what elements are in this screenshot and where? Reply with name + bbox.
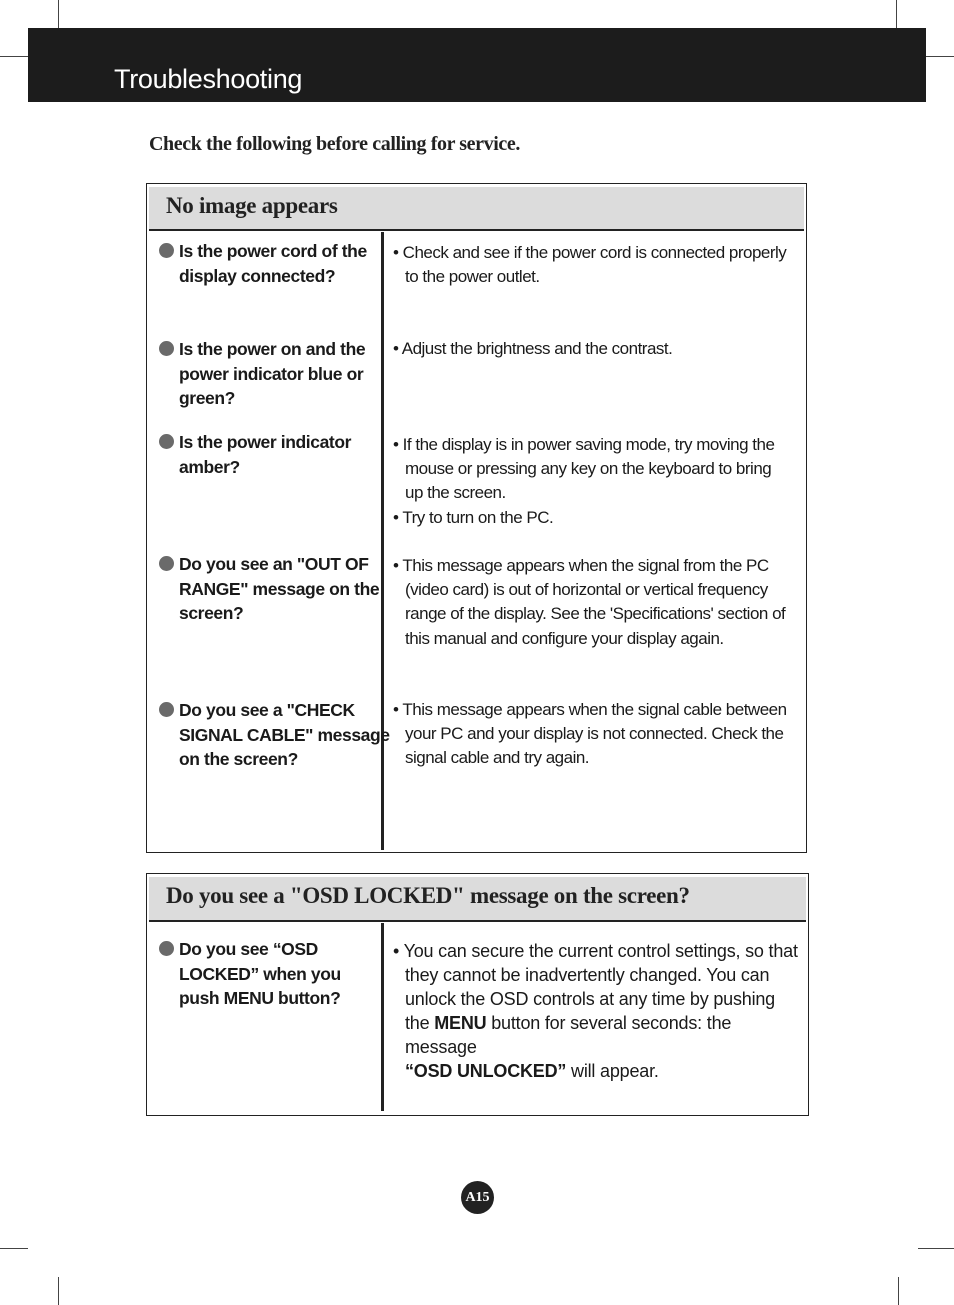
column-divider xyxy=(381,923,384,1111)
intro-text: Check the following before calling for service. xyxy=(149,133,520,155)
answer-check-signal: • This message appears when the signal cable between your PC and your display is not connected. Check the signal cable and try again. xyxy=(393,700,787,768)
section-title: Do you see a "OSD LOCKED" message on the screen? xyxy=(166,883,690,908)
page-title: Troubleshooting xyxy=(114,64,303,94)
crop-mark xyxy=(0,56,28,57)
crop-mark xyxy=(58,1277,59,1305)
bullet-icon xyxy=(159,243,174,258)
question-out-of-range: Do you see an "OUT OF RANGE" message on the screen? xyxy=(155,552,411,626)
question-power-amber: Is the power indicator amber? xyxy=(155,430,411,479)
bullet-icon xyxy=(159,941,174,956)
page-number-badge: A15 xyxy=(461,1181,494,1214)
answer-power-on: • Adjust the brightness and the contrast. xyxy=(393,339,673,358)
question-power-cord: Is the power cord of the display connected? xyxy=(155,239,411,288)
bullet-icon xyxy=(159,702,174,717)
crop-mark xyxy=(918,1248,954,1249)
bullet-icon xyxy=(159,341,174,356)
answer-power-cord: • Check and see if the power cord is connected properly to the power outlet. xyxy=(393,243,787,287)
answer-out-of-range: • This message appears when the signal from the PC (video card) is out of horizontal or vertical frequency range of the display. See the 'Specifications' section of this manual and configure your display again. xyxy=(393,556,786,648)
question-check-signal: Do you see a "CHECK SIGNAL CABLE" message on the screen? xyxy=(155,698,411,772)
crop-mark xyxy=(0,1248,28,1249)
crop-mark xyxy=(896,0,897,28)
menu-keyword: MENU xyxy=(434,1013,487,1033)
question-power-on: Is the power on and the power indicator blue or green? xyxy=(155,337,411,411)
bullet-icon xyxy=(159,434,174,449)
section-header xyxy=(149,876,806,922)
section-no-image xyxy=(146,183,807,853)
answer-osd-locked: • You can secure the current control settings, so that they cannot be inadvertently changed. You can unlock the OSD controls at any time by pushing the MENU button for several seconds: the message “OSD UNLOCKED” will appear. xyxy=(393,941,798,1081)
bullet-icon xyxy=(159,556,174,571)
section-osd-locked xyxy=(146,873,809,1116)
crop-mark xyxy=(926,56,954,57)
osd-unlocked-keyword: “OSD UNLOCKED” xyxy=(405,1061,567,1081)
section-title: No image appears xyxy=(166,193,338,218)
section-header xyxy=(149,186,804,231)
crop-mark xyxy=(58,0,59,28)
header-bar xyxy=(28,28,926,102)
crop-mark xyxy=(898,1277,899,1305)
answer-power-amber: • If the display is in power saving mode, try moving the mouse or pressing any key on the keyboard to bring up the screen. • Try to turn on the PC. xyxy=(393,435,775,527)
question-osd-locked: Do you see “OSD LOCKED” when you push MENU button? xyxy=(155,937,379,1011)
